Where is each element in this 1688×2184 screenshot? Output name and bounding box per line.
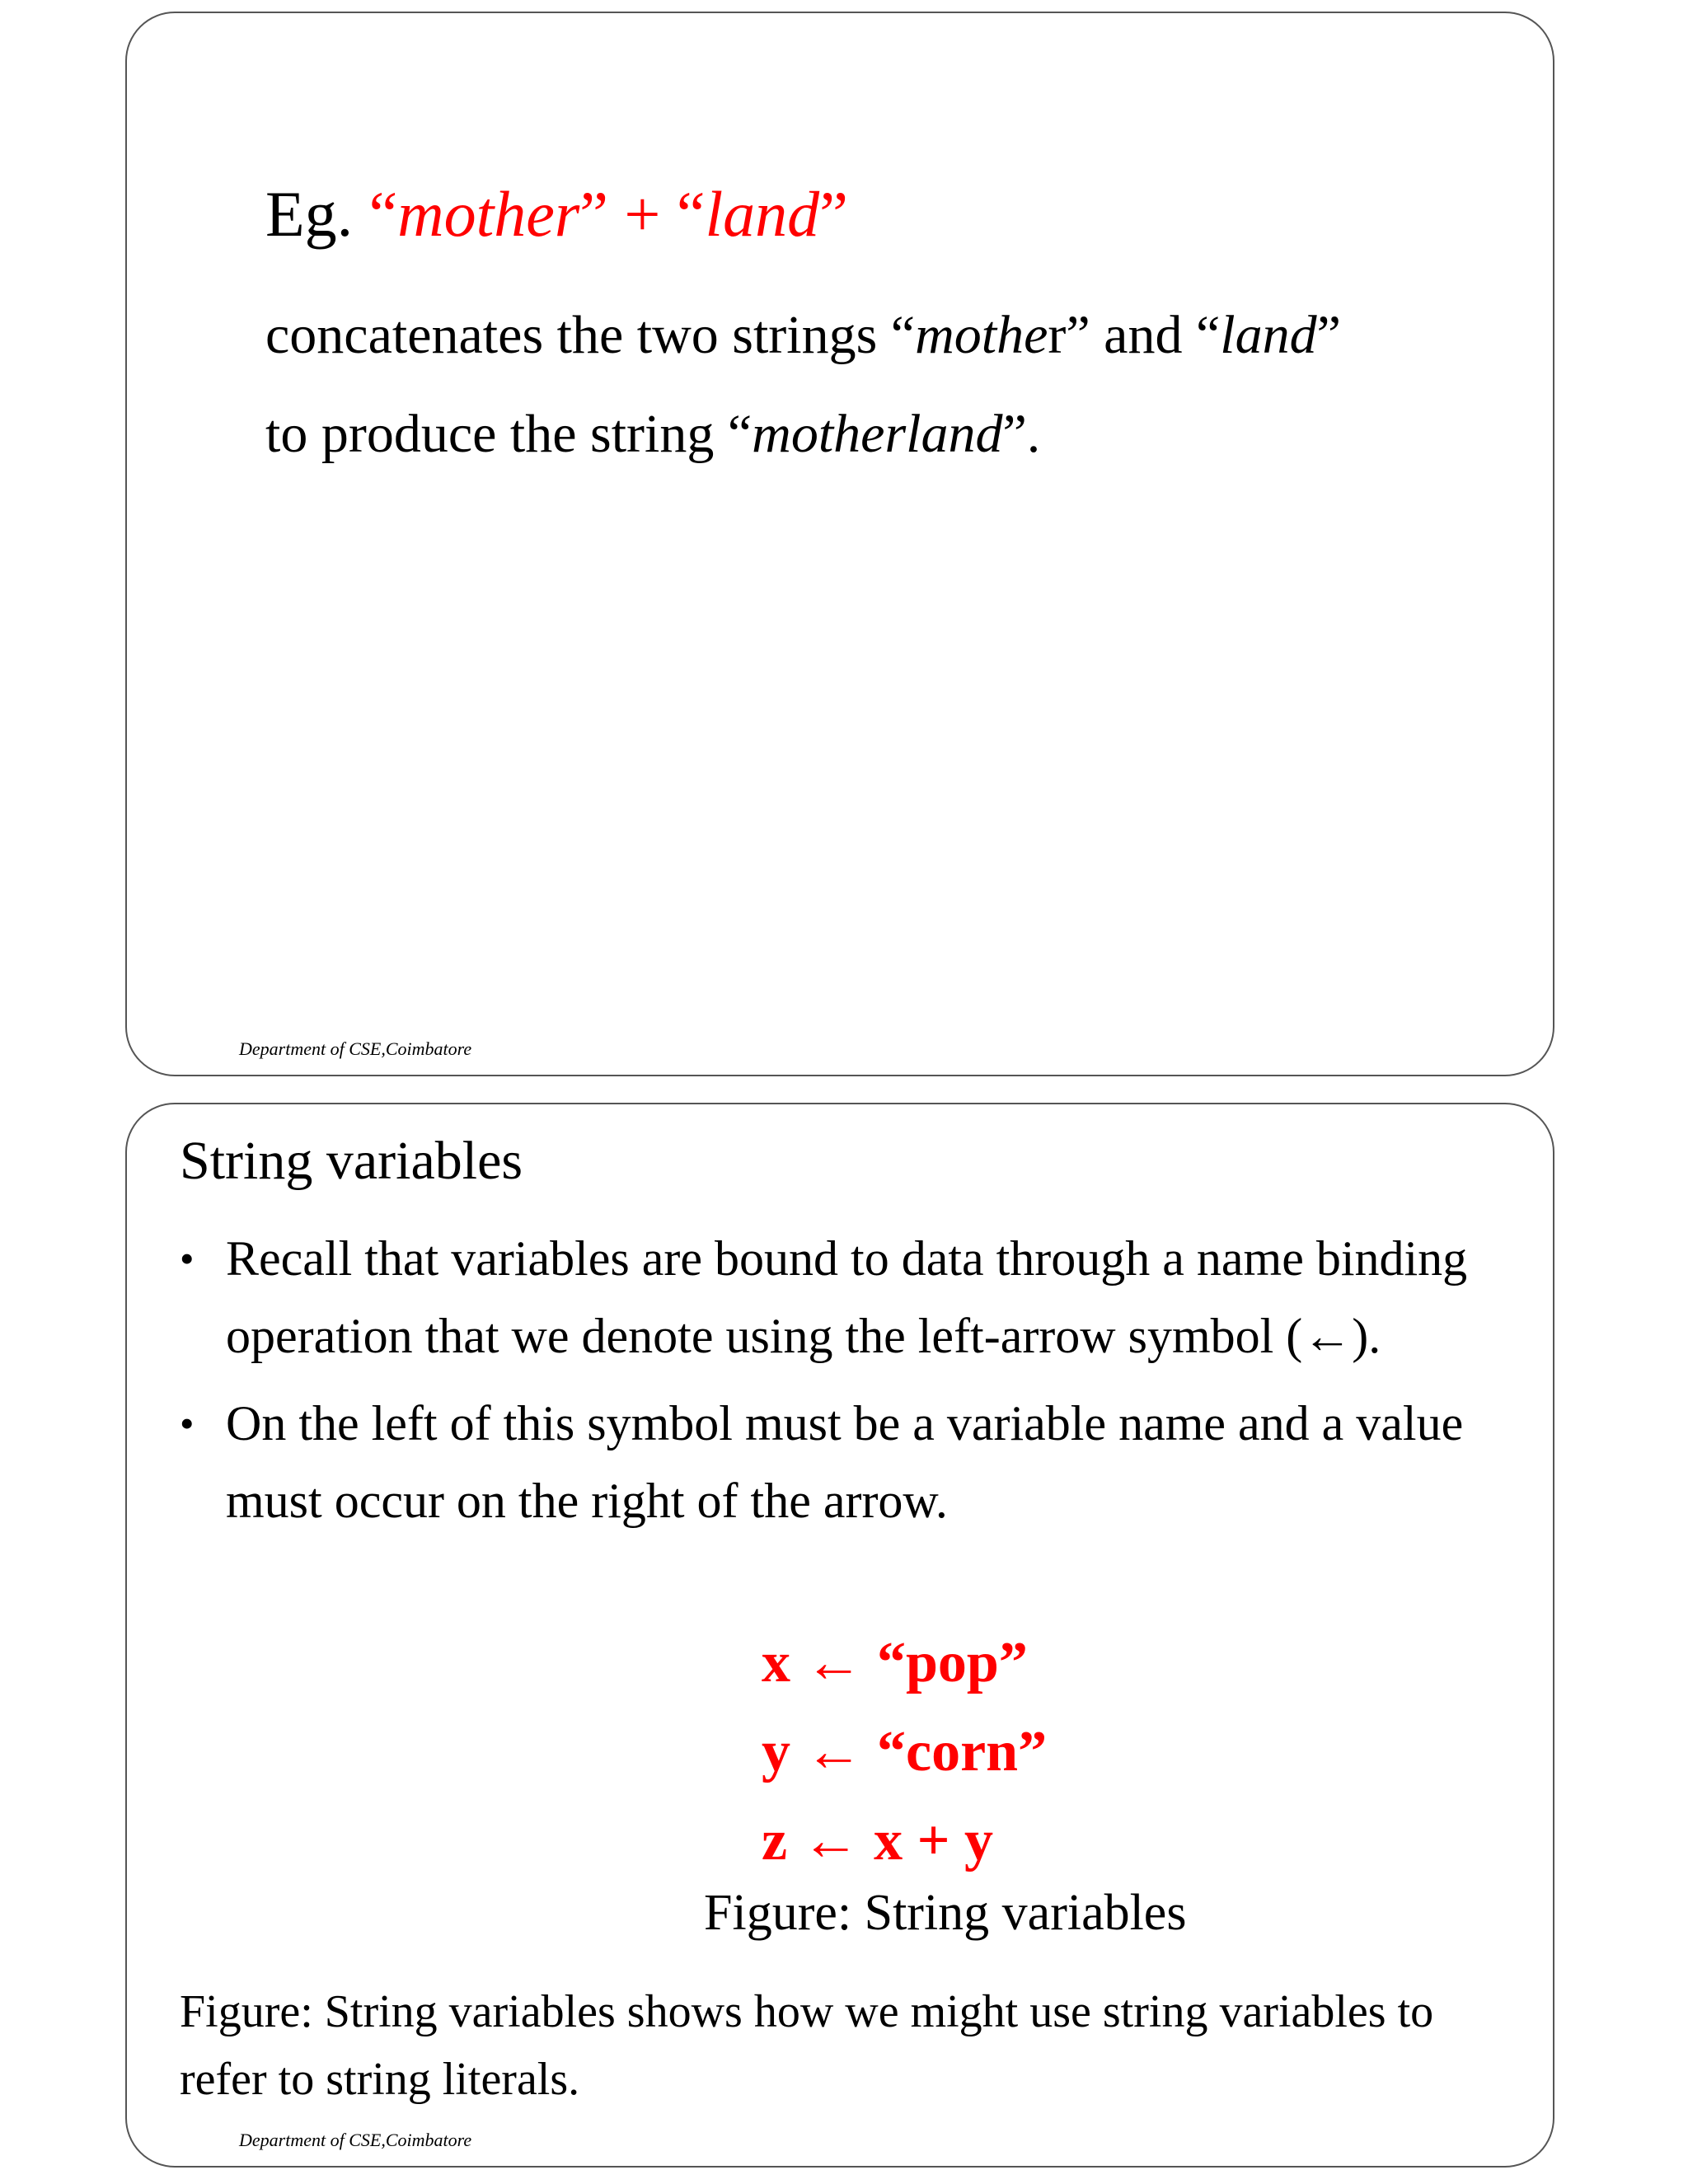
- example-quote-close: ”: [579, 178, 608, 250]
- explanation-italic: mothe: [915, 305, 1048, 365]
- example-expression: [265, 178, 848, 250]
- bullet-dot-icon: •: [180, 1235, 195, 1282]
- bullet-item: [180, 1385, 1515, 1540]
- explanation-italic: motherland: [752, 404, 1003, 464]
- example-quote-open: “: [368, 178, 398, 250]
- figure-caption: Figure: String variables: [704, 1885, 1187, 1941]
- slide-footer: Department of CSE,Coimbatore: [239, 1038, 472, 1059]
- explanation-line-2: [265, 404, 1041, 464]
- bullet-list: [180, 1220, 1515, 1549]
- example-quote-close: ”: [819, 178, 848, 250]
- explanation-italic: land: [1220, 305, 1317, 365]
- explanation-line-1: [265, 305, 1341, 365]
- example-plus-operator: +: [607, 178, 677, 250]
- example-prefix: Eg.: [265, 178, 369, 250]
- figure-description: Figure: String variables shows how we might use string variables to refer to string literals.: [180, 1986, 1434, 2105]
- explanation-text: ”: [1316, 305, 1341, 365]
- explanation-text: r: [1048, 305, 1067, 365]
- bullet-text: On the left of this symbol must be a variable name and a value must occur on the right of the arrow.: [226, 1396, 1464, 1528]
- code-figure: [762, 1619, 1047, 1886]
- slide-footer: Department of CSE,Coimbatore: [239, 2130, 472, 2150]
- bullet-item: [180, 1220, 1515, 1375]
- example-word-mother: mother: [397, 178, 580, 250]
- explanation-text: to produce the string “: [265, 404, 753, 464]
- code-line: z ← x + y: [762, 1809, 993, 1872]
- bullet-text: Recall that variables are bound to data through a name binding operation that we denote using the left-arrow symbol (←).: [226, 1231, 1468, 1363]
- code-line: y ← “corn”: [762, 1720, 1048, 1783]
- example-quote-open: “: [676, 178, 706, 250]
- code-line: x ← “pop”: [762, 1631, 1028, 1694]
- bullet-dot-icon: •: [180, 1400, 195, 1446]
- example-word-land: land: [705, 178, 820, 250]
- slide-string-variables: [125, 1103, 1554, 2168]
- explanation-text: ”.: [1002, 404, 1041, 464]
- explanation-text: concatenates the two strings “: [265, 305, 916, 365]
- slide-title: String variables: [180, 1131, 523, 1191]
- slide-concatenation: [125, 12, 1554, 1076]
- explanation-text: ” and “: [1066, 305, 1221, 365]
